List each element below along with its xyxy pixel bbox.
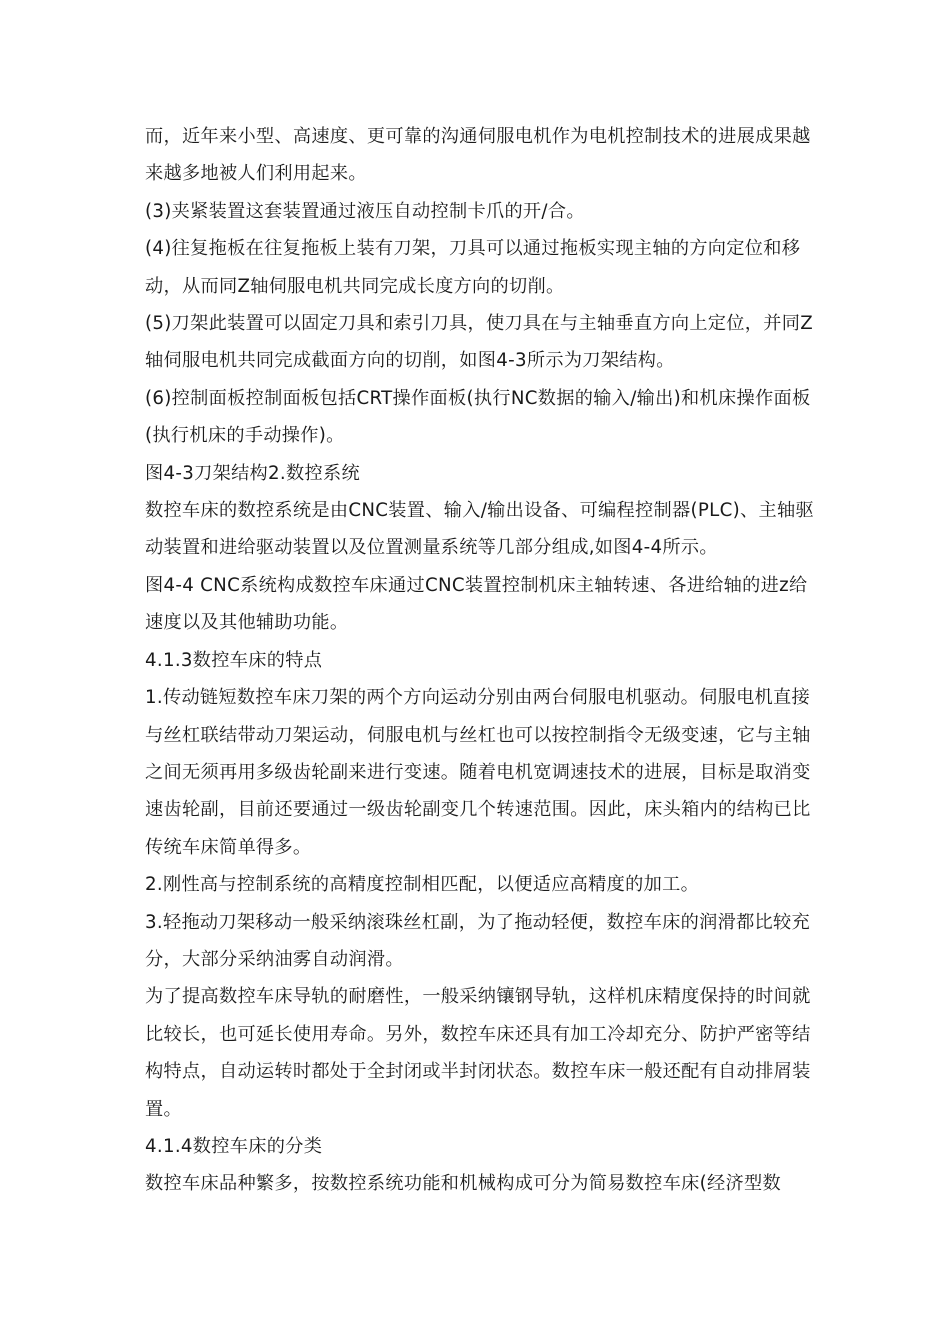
paragraph-guide-rail: 为了提高数控车床导轨的耐磨性，一般采纳镶钢导轨，这样机床精度保持的时间就比较长，也可延长使用寿命。另外，数控车床还具有加工冷却充分、防护严密等结构特点，自动运转时都处于全封闭或半封闭状态。数控车床一般还配有自动排屑装置。: [145, 986, 811, 1120]
paragraph-high-rigidity: 2.刚性高与控制系统的高精度控制相匹配，以便适应高精度的加工。: [145, 874, 700, 896]
figure-caption-4-4: 图4-4 CNC系统构成数控车床通过CNC装置控制机床主轴转速、各进给轴的进z给速度以及其他辅助功能。: [145, 574, 808, 634]
paragraph-clamping-device: (3)夹紧装置这套装置通过液压自动控制卡爪的开/合。: [145, 200, 585, 222]
document-body: [145, 118, 815, 1203]
paragraph-classification: 数控车床品种繁多，按数控系统功能和机械构成可分为简易数控车床(经济型数: [145, 1173, 781, 1195]
section-heading-4-1-3: 4.1.3数控车床的特点: [145, 649, 323, 671]
paragraph-reciprocating-carriage: (4)往复拖板在往复拖板上装有刀架，刀具可以通过拖板实现主轴的方向定位和移动，从而同Z轴伺服电机共同完成长度方向的切削。: [145, 238, 801, 297]
section-heading-4-1-4: 4.1.4数控车床的分类: [145, 1135, 323, 1157]
paragraph-short-drive-chain: 1.传动链短数控车床刀架的两个方向运动分别由两台伺服电机驱动。伺服电机直接与丝杠联结带动刀架运动，伺服电机与丝杠也可以按控制指令无级变速，它与主轴之间无须再用多级齿轮副来进行变速。随着电机宽调速技术的进展，目标是取消变速齿轮副，目前还要通过一级齿轮副变几个转速范围。因此，床头箱内的结构已比传统车床简单得多。: [145, 687, 811, 858]
paragraph-light-drag: 3.轻拖动刀架移动一般采纳滚珠丝杠副，为了拖动轻便，数控车床的润滑都比较充分，大部分采纳油雾自动润滑。: [145, 911, 811, 970]
paragraph-motor-intro: 而，近年来小型、高速度、更可靠的沟通伺服电机作为电机控制技术的进展成果越来越多地被人们利用起来。: [145, 126, 811, 185]
paragraph-control-panel: (6)控制面板控制面板包括CRT操作面板(执行NC数据的输入/输出)和机床操作面板(执行机床的手动操作)。: [145, 387, 811, 447]
paragraph-nc-system: 数控车床的数控系统是由CNC装置、输入/输出设备、可编程控制器(PLC)、主轴驱动装置和进给驱动装置以及位置测量系统等几部分组成,如图4-4所示。: [145, 500, 814, 559]
figure-caption-4-3: 图4-3刀架结构2.数控系统: [145, 462, 360, 484]
paragraph-tool-holder: (5)刀架此装置可以固定刀具和索引刀具，使刀具在与主轴垂直方向上定位，并同Z轴伺服电机共同完成截面方向的切削，如图4-3所示为刀架结构。: [145, 313, 813, 372]
